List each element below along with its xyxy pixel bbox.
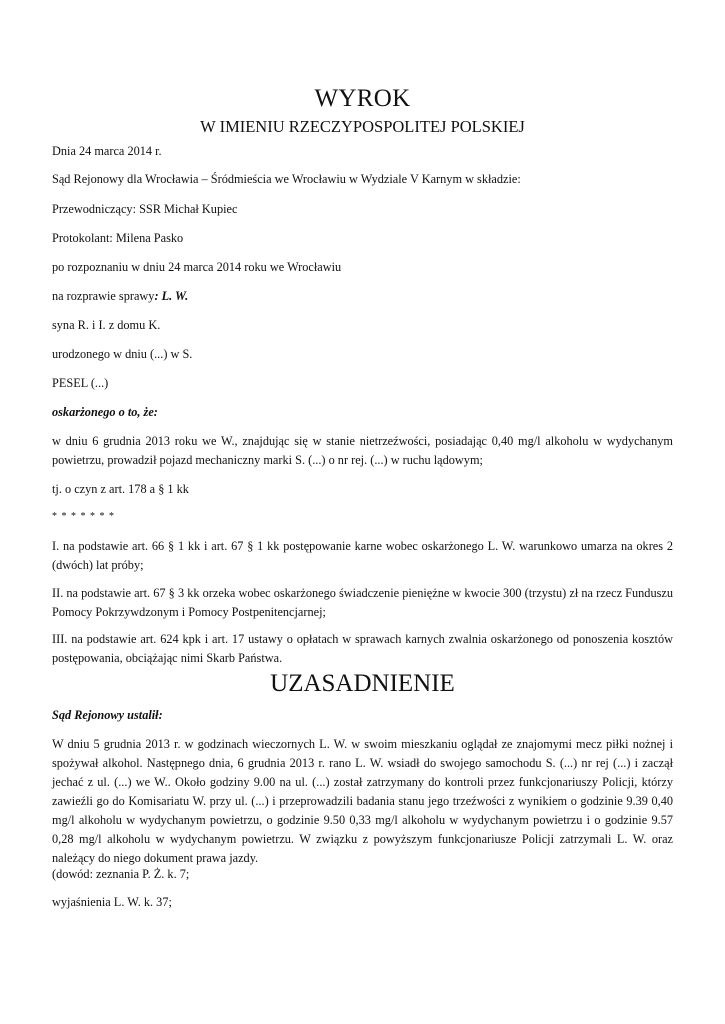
evidence-line-1: (dowód: zeznania P. Ż. k. 7; <box>52 867 190 881</box>
pesel-line: PESEL (...) <box>52 376 109 390</box>
case-line <box>52 288 188 305</box>
case-name: : L. W. <box>154 289 189 303</box>
clerk-line: Protokolant: Milena Pasko <box>52 231 184 245</box>
findings-paragraph: W dniu 5 grudnia 2013 r. w godzinach wieczornych L. W. w swoim mieszkaniu oglądał ze znajomymi mecz piłki nożnej i spożywał alkohol. Następnego dnia, 6 grudnia 2013 r. rano L. W. wsiadł do swojego samochodu S. (...) nr rej (...) i zaczął jechać z ul. (...) we W.. Około godziny 9.00 na ul. (...) został zatrzymany do kontroli przez funkcjonariuszy Policji, którzy zawieźli go do Komisariatu W. przy ul. (...) i przeprowadzili badania stanu jego trzeźwości z wynikiem o godzinie 9.39 0,40 mg/l alkoholu w wydychanym powietrzu, o godzinie 9.50 0,33 mg/l alkoholu w wydychanym powietrzu i o godzinie 9.57 0,28 mg/l alkoholu w wydychanym powietrzu. W związku z powyższym funkcjonariusze Policji zatrzymali L. W. oraz należący do niego dokument prawa jazdy. <box>52 737 673 865</box>
separator: * * * * * * * <box>52 511 115 522</box>
verdict-title: WYROK <box>314 85 411 112</box>
verdict-subtitle: W IMIENIU RZECZYPOSPOLITEJ POLSKIEJ <box>200 117 525 136</box>
verdict-point-3: III. na podstawie art. 624 kpk i art. 17 ustawy o opłatach w sprawach karnych zwalnia oskarżonego od ponoszenia kosztów postępowania, obciążając nimi Skarb Państwa. <box>52 632 673 665</box>
date-line: Dnia 24 marca 2014 r. <box>52 144 162 158</box>
chair-line: Przewodniczący: SSR Michał Kupiec <box>52 202 238 216</box>
charge-paragraph: w dniu 6 grudnia 2013 roku we W., znajdując się w stanie nietrzeźwości, posiadając 0,40 mg/l alkoholu w wydychanym powietrzu, prowadził pojazd mechaniczny marki S. (...) o nr rej. (...) w ruchu lądowym; <box>52 434 673 467</box>
evidence-line-2: wyjaśnienia L. W. k. 37; <box>52 895 172 909</box>
case-prefix: na rozprawie sprawy <box>52 289 155 303</box>
hearing-line: po rozpoznaniu w dniu 24 marca 2014 roku we Wrocławiu <box>52 260 342 274</box>
son-line: syna R. i I. z domu K. <box>52 318 161 332</box>
verdict-point-2: II. na podstawie art. 67 § 3 kk orzeka wobec oskarżonego świadczenie pieniężne w kwocie 300 (trzystu) zł na rzecz Funduszu Pomocy Pokrzywdzonym i Pomocy Postpenitencjarnej; <box>52 586 673 619</box>
accused-heading: oskarżonego o to, że: <box>52 405 158 419</box>
verdict-point-1: I. na podstawie art. 66 § 1 kk i art. 67 § 1 kk postępowanie karne wobec oskarżonego L. W. warunkowo umarza na okres 2 (dwóch) lat próby; <box>52 539 673 572</box>
born-line: urodzonego w dniu (...) w S. <box>52 347 193 361</box>
justification-subheading: Sąd Rejonowy ustalił: <box>52 708 163 722</box>
article-line: tj. o czyn z art. 178 a § 1 kk <box>52 482 189 496</box>
justification-heading: UZASADNIENIE <box>270 670 455 697</box>
court-line: Sąd Rejonowy dla Wrocławia – Śródmieścia we Wrocławiu w Wydziale V Karnym w składzie: <box>52 172 521 186</box>
